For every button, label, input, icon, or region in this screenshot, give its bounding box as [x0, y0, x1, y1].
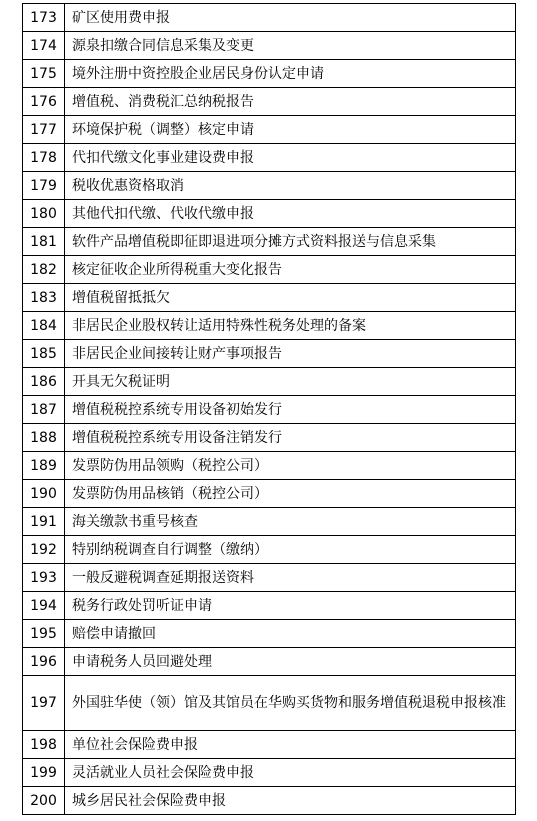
item-name: 增值税留抵抵欠 — [65, 284, 516, 312]
table-row — [23, 620, 516, 648]
item-name: 软件产品增值税即征即退进项分摊方式资料报送与信息采集 — [65, 228, 516, 256]
row-number: 181 — [23, 228, 65, 256]
table-row — [23, 172, 516, 200]
item-name: 外国驻华使（领）馆及其馆员在华购买货物和服务增值税退税申报核准 — [65, 676, 516, 731]
row-number: 188 — [23, 424, 65, 452]
row-number: 196 — [23, 648, 65, 676]
table-row — [23, 508, 516, 536]
table-row — [23, 32, 516, 60]
row-number: 195 — [23, 620, 65, 648]
table-row — [23, 396, 516, 424]
item-name: 非居民企业股权转让适用特殊性税务处理的备案 — [65, 312, 516, 340]
table-row — [23, 564, 516, 592]
table-row — [23, 452, 516, 480]
item-name: 灵活就业人员社会保险费申报 — [65, 759, 516, 787]
table-row — [23, 536, 516, 564]
table-row — [23, 200, 516, 228]
item-name: 税务行政处罚听证申请 — [65, 592, 516, 620]
table-row — [23, 4, 516, 32]
item-name: 开具无欠税证明 — [65, 368, 516, 396]
table-row — [23, 88, 516, 116]
item-name: 代扣代缴文化事业建设费申报 — [65, 144, 516, 172]
row-number: 175 — [23, 60, 65, 88]
table-row — [23, 256, 516, 284]
item-name: 源泉扣缴合同信息采集及变更 — [65, 32, 516, 60]
item-name: 一般反避税调查延期报送资料 — [65, 564, 516, 592]
table-row — [23, 228, 516, 256]
item-name: 增值税税控系统专用设备初始发行 — [65, 396, 516, 424]
row-number: 197 — [23, 676, 65, 731]
item-name: 增值税、消费税汇总纳税报告 — [65, 88, 516, 116]
row-number: 199 — [23, 759, 65, 787]
item-name: 环境保护税（调整）核定申请 — [65, 116, 516, 144]
item-name: 申请税务人员回避处理 — [65, 648, 516, 676]
table-row — [23, 648, 516, 676]
row-number: 184 — [23, 312, 65, 340]
item-name: 城乡居民社会保险费申报 — [65, 787, 516, 815]
table-row — [23, 368, 516, 396]
item-name: 其他代扣代缴、代收代缴申报 — [65, 200, 516, 228]
item-name: 发票防伪用品核销（税控公司） — [65, 480, 516, 508]
row-number: 189 — [23, 452, 65, 480]
row-number: 182 — [23, 256, 65, 284]
item-name: 单位社会保险费申报 — [65, 731, 516, 759]
row-number: 187 — [23, 396, 65, 424]
row-number: 179 — [23, 172, 65, 200]
table-row — [23, 312, 516, 340]
table-row — [23, 787, 516, 815]
row-number: 200 — [23, 787, 65, 815]
table-row — [23, 731, 516, 759]
row-number: 198 — [23, 731, 65, 759]
row-number: 183 — [23, 284, 65, 312]
item-name: 境外注册中资控股企业居民身份认定申请 — [65, 60, 516, 88]
row-number: 185 — [23, 340, 65, 368]
table-row — [23, 60, 516, 88]
row-number: 194 — [23, 592, 65, 620]
table-row — [23, 480, 516, 508]
tax-items-table — [22, 3, 516, 815]
table-row — [23, 759, 516, 787]
item-name: 非居民企业间接转让财产事项报告 — [65, 340, 516, 368]
table-row — [23, 284, 516, 312]
item-name: 核定征收企业所得税重大变化报告 — [65, 256, 516, 284]
row-number: 192 — [23, 536, 65, 564]
item-name: 税收优惠资格取消 — [65, 172, 516, 200]
row-number: 190 — [23, 480, 65, 508]
table-row — [23, 592, 516, 620]
table-row — [23, 116, 516, 144]
item-name: 发票防伪用品领购（税控公司） — [65, 452, 516, 480]
table-row — [23, 144, 516, 172]
item-name: 赔偿申请撤回 — [65, 620, 516, 648]
row-number: 173 — [23, 4, 65, 32]
item-name: 增值税税控系统专用设备注销发行 — [65, 424, 516, 452]
item-name: 矿区使用费申报 — [65, 4, 516, 32]
table-row — [23, 676, 516, 731]
row-number: 174 — [23, 32, 65, 60]
table-row — [23, 340, 516, 368]
row-number: 193 — [23, 564, 65, 592]
row-number: 186 — [23, 368, 65, 396]
table-row — [23, 424, 516, 452]
tax-items-table-container — [22, 3, 515, 815]
row-number: 180 — [23, 200, 65, 228]
row-number: 176 — [23, 88, 65, 116]
row-number: 191 — [23, 508, 65, 536]
row-number: 177 — [23, 116, 65, 144]
item-name: 特别纳税调查自行调整（缴纳） — [65, 536, 516, 564]
item-name: 海关缴款书重号核查 — [65, 508, 516, 536]
row-number: 178 — [23, 144, 65, 172]
